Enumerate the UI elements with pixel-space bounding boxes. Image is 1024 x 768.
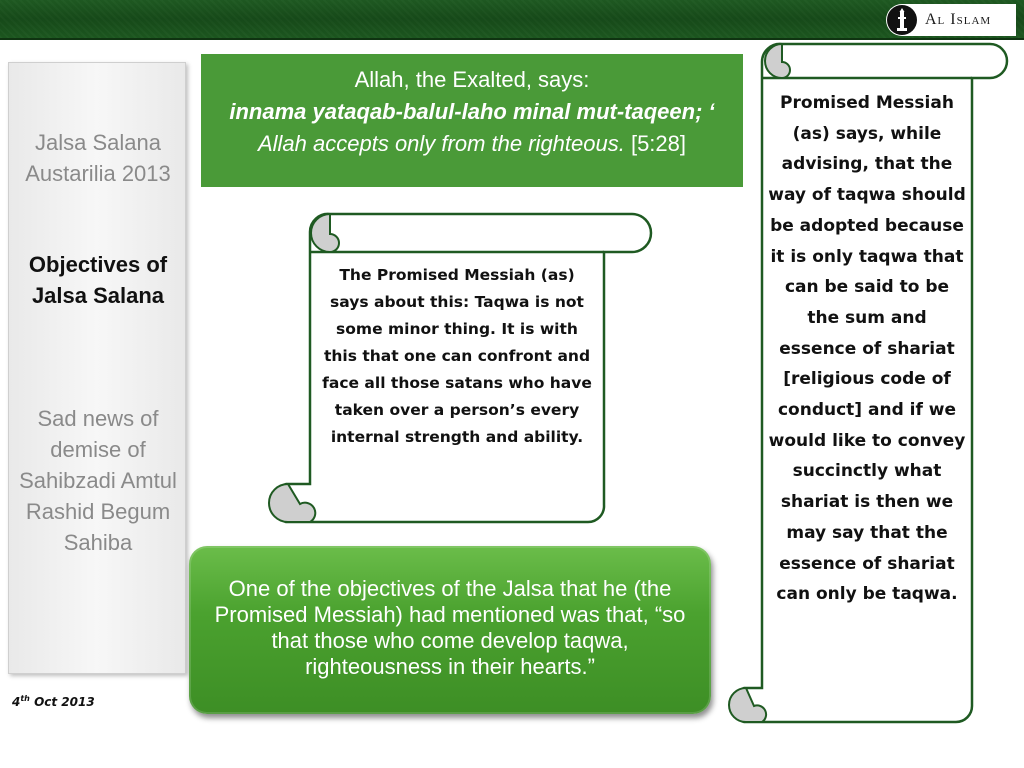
brand-text: Al Islam <box>925 11 992 28</box>
objective-callout-box <box>189 546 711 714</box>
objective-callout-text: One of the objectives of the Jalsa that he (the Promised Messiah) had mentioned was that, “so that those who come develop taqwa, righteousness in their hearts.” <box>214 576 686 679</box>
event-title: Jalsa Salana Austarilia 2013 <box>25 130 171 186</box>
quote-reference: [5:28] <box>624 131 686 156</box>
right-scroll-text: Promised Messiah (as) says, while advising, that the way of taqwa should be adopted because it is only taqwa that can be said to be the sum and essence of shariat [religious code of conduct] and if we would like to convey succinctly what shariat is then we may say that the essence of shariat can only be taqwa. <box>768 93 966 605</box>
center-scroll-text: The Promised Messiah (as) says about this: Taqwa is not some minor thing. It is with this that one can confront and face all those satans who have taken over a person’s every internal strength and ability. <box>322 266 592 446</box>
quote-intro: Allah, the Exalted, says: <box>354 67 590 92</box>
section-sad-news[interactable]: Sad news of demise of Sahibzadi Amtul Rashid Begum Sahiba <box>19 406 177 555</box>
quote-translation-text: Allah accepts only from the righteous. <box>257 131 625 156</box>
date-day: 4 <box>12 695 21 709</box>
date-rest: Oct 2013 <box>29 695 95 709</box>
date-suffix: th <box>20 694 30 703</box>
section-objectives[interactable]: Objectives of Jalsa Salana <box>28 252 168 308</box>
quote-transliteration: innama yataqab-balul-laho minal mut-taqeen; ‘ <box>229 99 715 124</box>
